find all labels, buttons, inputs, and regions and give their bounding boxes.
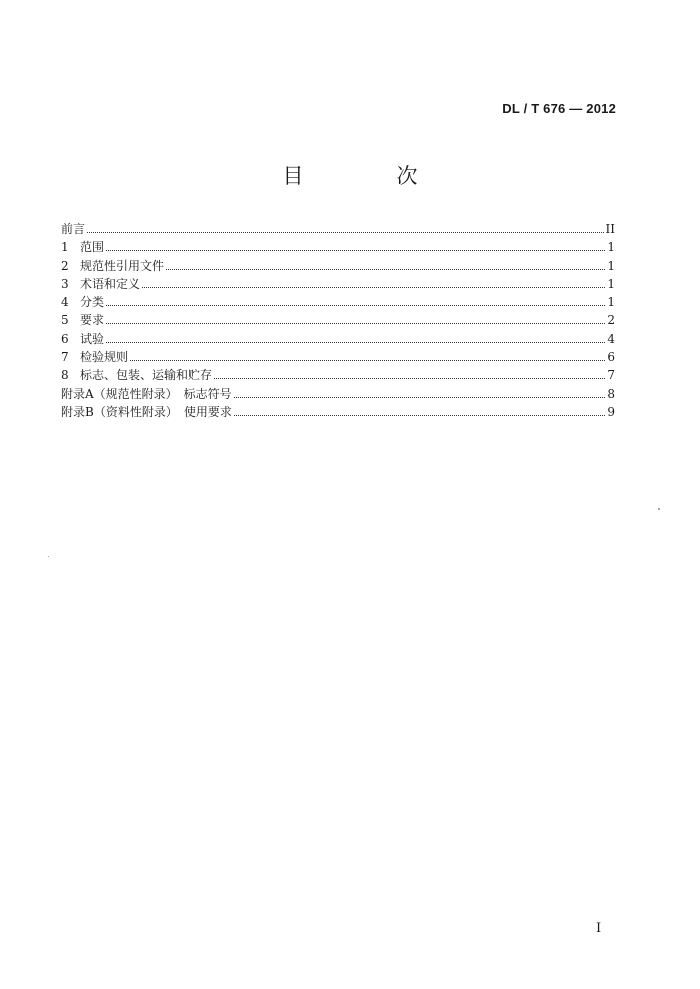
page-title: 目 次 <box>282 164 454 188</box>
toc-leader <box>214 377 605 379</box>
toc-entry-foreword[interactable] <box>61 220 615 238</box>
toc-entry-title: 范围 <box>80 240 105 255</box>
toc-entry-page: 2 <box>607 313 615 328</box>
toc-entry-title: 分类 <box>80 295 105 310</box>
toc-entry-number: 6 <box>61 331 69 346</box>
toc-leader <box>106 341 605 343</box>
toc-entry-appendix-b[interactable] <box>61 403 615 421</box>
toc-leader <box>87 231 604 233</box>
scan-speck <box>48 556 49 557</box>
toc-entry-title: 附录A（规范性附录） 标志符号 <box>61 386 232 401</box>
toc-entry-number: 8 <box>61 368 69 383</box>
toc-entry-title: 规范性引用文件 <box>80 258 165 273</box>
toc-leader <box>130 359 605 361</box>
toc-entry-number: 2 <box>61 258 69 273</box>
toc-entry-page: 8 <box>607 386 615 401</box>
toc-entry-title: 标志、包装、运输和贮存 <box>80 368 213 383</box>
toc-entry-number: 7 <box>61 350 69 365</box>
toc-entry-title: 前言 <box>61 222 86 236</box>
toc-entry-page: 1 <box>607 258 615 273</box>
toc-entry-number: 3 <box>61 276 69 291</box>
toc-entry-title: 术语和定义 <box>80 276 141 291</box>
toc-entry-page: 1 <box>607 276 615 291</box>
toc-entry-1[interactable] <box>61 238 615 256</box>
toc-leader <box>106 322 605 324</box>
toc-entry-7[interactable] <box>61 348 615 366</box>
toc-leader <box>106 304 605 306</box>
footer-page-number: I <box>596 921 602 936</box>
toc-leader <box>166 268 605 270</box>
toc-entry-page: 7 <box>607 368 615 383</box>
toc-entry-page: 6 <box>607 350 615 365</box>
toc-entry-number: 4 <box>61 295 69 310</box>
toc-entry-8[interactable] <box>61 366 615 384</box>
toc-leader <box>234 414 605 416</box>
toc-entry-4[interactable] <box>61 293 615 311</box>
toc-entry-title: 试验 <box>80 331 105 346</box>
table-of-contents <box>61 220 615 421</box>
toc-entry-page: 1 <box>607 295 615 310</box>
toc-entry-6[interactable] <box>61 330 615 348</box>
toc-leader <box>106 249 605 251</box>
toc-entry-title: 检验规则 <box>80 350 129 365</box>
toc-entry-3[interactable] <box>61 275 615 293</box>
toc-entry-page: 1 <box>607 240 615 255</box>
toc-entry-page: 9 <box>607 404 615 419</box>
toc-entry-page: II <box>605 222 615 236</box>
toc-entry-page: 4 <box>607 331 615 346</box>
toc-entry-5[interactable] <box>61 311 615 329</box>
toc-entry-title: 附录B（资料性附录） 使用要求 <box>61 404 232 419</box>
toc-entry-2[interactable] <box>61 257 615 275</box>
toc-entry-title: 要求 <box>80 313 105 328</box>
toc-leader <box>142 286 605 288</box>
scan-speck <box>658 508 660 510</box>
toc-entry-number: 1 <box>61 240 69 255</box>
toc-entry-number: 5 <box>61 313 69 328</box>
toc-entry-appendix-a[interactable] <box>61 385 615 403</box>
toc-leader <box>234 396 605 398</box>
standard-code: DL / T 676 — 2012 <box>502 101 616 116</box>
